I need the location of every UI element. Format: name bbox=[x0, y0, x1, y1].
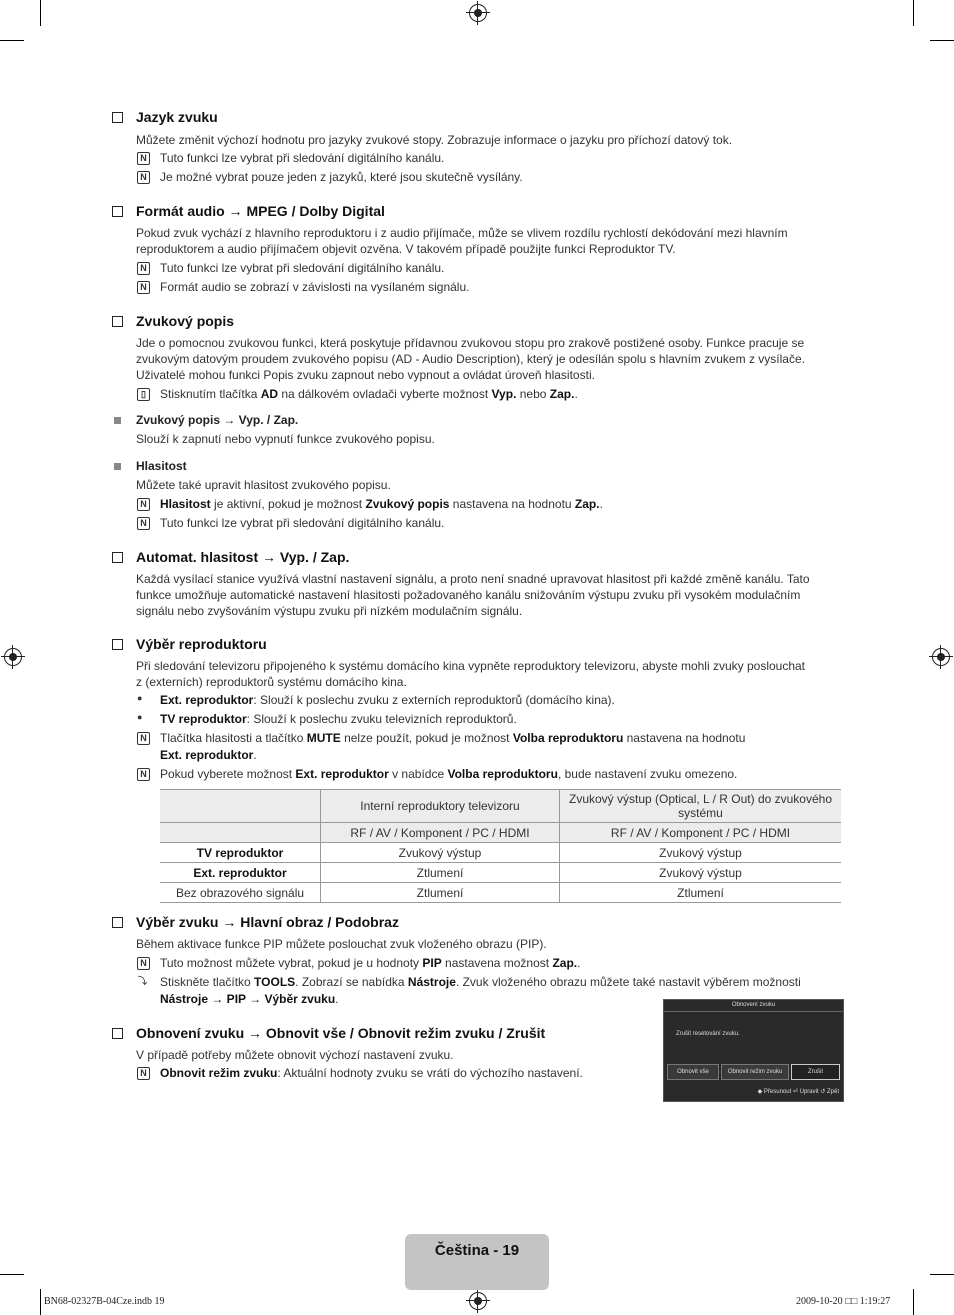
speaker-table bbox=[160, 789, 841, 903]
registration-mark-icon bbox=[932, 648, 950, 666]
checkbox-icon bbox=[112, 206, 123, 217]
table-header-row: RF / AV / Komponent / PC / HDMI RF / AV / Komponent / PC / HDMI bbox=[160, 823, 841, 843]
subsection-text: Slouží k zapnutí nebo vypnutí funkce zvukového popisu. bbox=[136, 432, 435, 446]
print-slug-left: BN68-02327B-04Cze.indb 19 bbox=[44, 1296, 165, 1307]
note: N Tuto možnost můžete vybrat, pokud je u hodnoty PIP nastavena možnost Zap.. bbox=[160, 955, 830, 972]
crop-mark bbox=[0, 40, 24, 41]
section-title-reset: Obnovení zvuku → Obnovit vše / Obnovit režim zvuku / Zrušit bbox=[136, 1025, 545, 1041]
note-icon: N bbox=[137, 152, 150, 165]
checkbox-icon bbox=[112, 316, 123, 327]
note: N Hlasitost je aktivní, pokud je možnost Zvukový popis nastavena na hodnotu Zap.. bbox=[160, 496, 830, 513]
page-footer bbox=[405, 1234, 549, 1290]
note-icon: N bbox=[137, 732, 150, 745]
crop-mark bbox=[40, 1289, 41, 1315]
table-row: Ext. reproduktor Ztlumení Zvukový výstup bbox=[160, 863, 841, 883]
note-icon: N bbox=[137, 281, 150, 294]
note-icon: N bbox=[137, 498, 150, 511]
checkbox-icon bbox=[112, 639, 123, 650]
note-icon: N bbox=[137, 517, 150, 530]
crop-mark bbox=[40, 0, 41, 26]
subsection-title: Zvukový popis → Vyp. / Zap. bbox=[136, 413, 298, 427]
crop-mark bbox=[930, 40, 954, 41]
section-text: Jde o pomocnou zvukovou funkci, která poskytuje přídavnou zvukovou stopu pro zrakově postižené osoby. Funkce pracuje se zvukovým datovým proudem zvukového popisu (AD - Audio Description), který je odesílán spolu s hlavním zvukem z vysílače. Uživatelé mohou funkci Popis zvuku zapnout nebo vypnout a ovládat úroveň hlasitosti. bbox=[136, 336, 805, 382]
note-icon: N bbox=[137, 171, 150, 184]
note: N Tuto funkci lze vybrat při sledování digitálního kanálu. bbox=[160, 515, 830, 532]
crop-mark bbox=[930, 1274, 954, 1275]
section-title-format: Formát audio → MPEG / Dolby Digital bbox=[136, 203, 385, 219]
section-text: Můžete změnit výchozí hodnotu pro jazyky zvukové stopy. Zobrazuje informace o jazyku pro příchozí datový tok. bbox=[136, 133, 733, 147]
remote-note: ▯ Stisknutím tlačítka AD na dálkovém ovladači vyberte možnost Vyp. nebo Zap.. bbox=[160, 386, 830, 403]
section-title-auto: Automat. hlasitost → Vyp. / Zap. bbox=[136, 549, 349, 565]
osd-reset-all-button[interactable]: Obnovit vše bbox=[667, 1064, 719, 1080]
note: N Tuto funkci lze vybrat při sledování digitálního kanálu. bbox=[160, 150, 830, 167]
section-text: Během aktivace funkce PIP můžete poslouchat zvuk vloženého obrazu (PIP). bbox=[136, 937, 547, 951]
note-icon: N bbox=[137, 1067, 150, 1080]
registration-mark-icon bbox=[469, 4, 487, 22]
checkbox-icon bbox=[112, 112, 123, 123]
subsection-title: Hlasitost bbox=[136, 459, 187, 473]
registration-mark-icon bbox=[469, 1292, 487, 1310]
note: N Tlačítka hlasitosti a tlačítko MUTE nelze použít, pokud je možnost Volba reproduktoru nastavena na hodnotu Ext. reproduktor. bbox=[160, 730, 830, 764]
note-icon: N bbox=[137, 262, 150, 275]
section-text: V případě potřeby můžete obnovit výchozí nastavení zvuku. bbox=[136, 1048, 454, 1062]
table-row: TV reproduktor Zvukový výstup Zvukový výstup bbox=[160, 843, 841, 863]
list-item: ● TV reproduktor: Slouží k poslechu zvuku televizních reproduktorů. bbox=[160, 712, 517, 726]
osd-reset-mode-button[interactable]: Obnovit režim zvuku bbox=[721, 1064, 789, 1080]
osd-message: Zrušit resetování zvuku. bbox=[676, 1031, 740, 1037]
note: N Pokud vyberete možnost Ext. reproduktor v nabídce Volba reproduktoru, bude nastavení zvuku omezeno. bbox=[160, 766, 830, 783]
section-title-popis: Zvukový popis bbox=[136, 313, 234, 329]
checkbox-icon bbox=[112, 1028, 123, 1039]
crop-mark bbox=[0, 1274, 24, 1275]
section-text: Každá vysílací stanice využívá vlastní nastavení signálu, a proto není snadné upravovat hlasitost při každé změně kanálu. Tato funkce umožňuje automatické nastavení hlasitosti požadovaného kanálu snižováním výstupu zvuku při vysokém modulačním signálu nebo zvyšováním výstupu zvuku při nízkém modulačním signálu. bbox=[136, 572, 810, 618]
note: N Je možné vybrat pouze jeden z jazyků, které jsou skutečně vysílány. bbox=[160, 169, 830, 186]
square-bullet-icon bbox=[114, 417, 121, 424]
registration-mark-icon bbox=[4, 648, 22, 666]
checkbox-icon bbox=[112, 552, 123, 563]
checkbox-icon bbox=[112, 917, 123, 928]
section-text: Pokud zvuk vychází z hlavního reproduktoru i z audio přijímače, může se vlivem rozdílu rychlostí dekódování mezi hlavním reproduktorem a audio přijímačem objevit ozvěna. V takovém případě použijte funkci Reproduktor TV. bbox=[136, 226, 788, 256]
section-title-jazyk: Jazyk zvuku bbox=[136, 109, 218, 125]
note-icon: N bbox=[137, 768, 150, 781]
tools-note: ⤵ Stiskněte tlačítko TOOLS. Zobrazí se nabídka Nástroje. Zvuk vloženého obrazu můžete také nastavit výběrem možnosti Nástroje → PIP → Výběr zvuku. bbox=[137, 975, 801, 1006]
print-slug-right: 2009-10-20 □□ 1:19:27 bbox=[796, 1296, 891, 1307]
table-header-row: Interní reproduktory televizoru Zvukový výstup (Optical, L / R Out) do zvukového systému bbox=[160, 790, 841, 823]
section-title-pip: Výběr zvuku → Hlavní obraz / Podobraz bbox=[136, 914, 399, 930]
osd-divider bbox=[664, 1011, 843, 1012]
square-bullet-icon bbox=[114, 463, 121, 470]
table-row: Bez obrazového signálu Ztlumení Ztlumení bbox=[160, 883, 841, 903]
page-number: Čeština - 19 bbox=[434, 1242, 520, 1259]
note-icon: N bbox=[137, 957, 150, 970]
tools-icon: ⤵ bbox=[137, 976, 147, 986]
remote-icon: ▯ bbox=[137, 388, 150, 401]
subsection-text: Můžete také upravit hlasitost zvukového popisu. bbox=[136, 478, 391, 492]
osd-nav-hints: ◆ Přesunout ⏎ Upravit ↺ Zpět bbox=[757, 1089, 839, 1095]
note: N Formát audio se zobrazí v závislosti na vysílaném signálu. bbox=[160, 279, 830, 296]
crop-mark bbox=[913, 0, 914, 26]
osd-reset-dialog bbox=[663, 999, 844, 1102]
osd-title: Obnovení zvuku bbox=[731, 1002, 776, 1008]
section-title-vyber: Výběr reproduktoru bbox=[136, 636, 267, 652]
list-item: ● Ext. reproduktor: Slouží k poslechu zvuku z externích reproduktorů (domácího kina). bbox=[160, 693, 615, 707]
note: N Tuto funkci lze vybrat při sledování digitálního kanálu. bbox=[160, 260, 830, 277]
osd-cancel-button[interactable]: Zrušit bbox=[791, 1064, 840, 1080]
note: N Obnovit režim zvuku: Aktuální hodnoty zvuku se vrátí do výchozího nastavení. bbox=[160, 1065, 640, 1082]
crop-mark bbox=[913, 1289, 914, 1315]
section-text: Při sledování televizoru připojeného k systému domácího kina vypněte reproduktory televizoru, abyste mohli zvuky poslouchat z (externích) reproduktorů systému domácího kina. bbox=[136, 659, 806, 689]
